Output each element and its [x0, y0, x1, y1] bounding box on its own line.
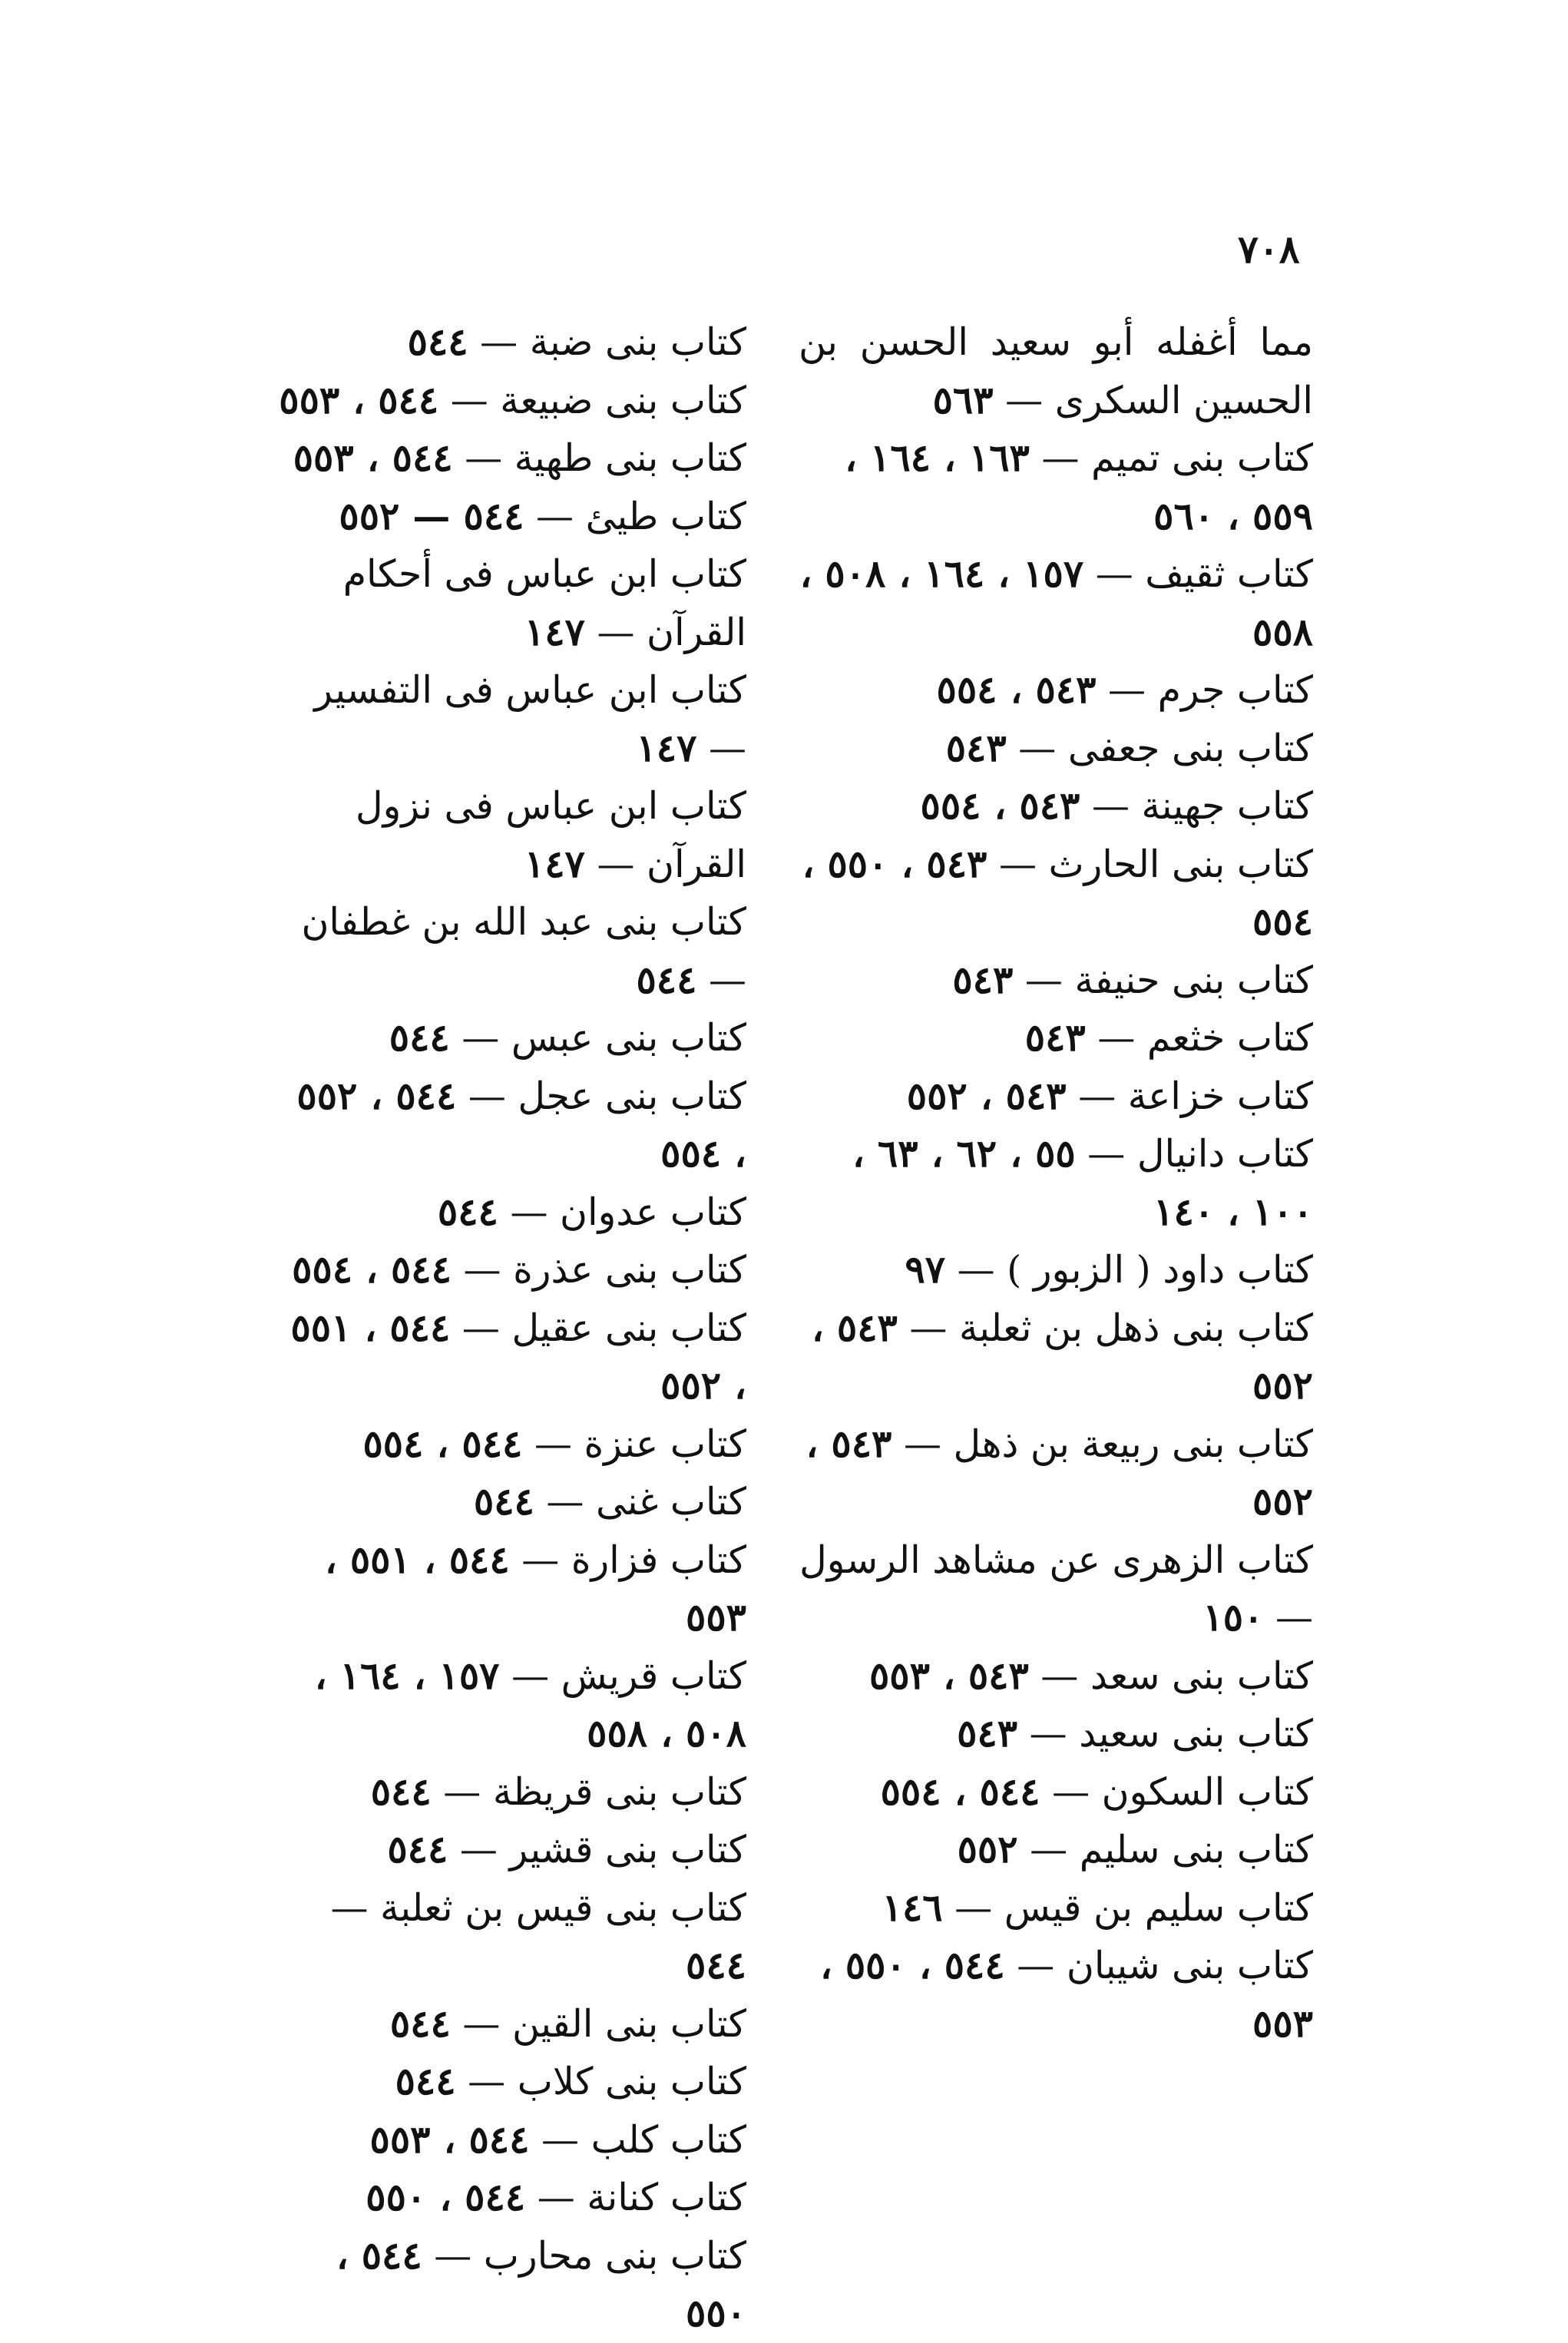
entry-title: كتاب بنى ضبيعة — — [450, 378, 746, 422]
index-entry — [799, 951, 1313, 1010]
entry-title: كتاب بنى تميم — — [1041, 436, 1313, 480]
index-entry — [799, 661, 1313, 720]
page-refs: ٥٤٣ — [957, 1711, 1018, 1756]
index-entry — [276, 1183, 746, 1242]
entry-title: كتاب ثقيف — — [1095, 552, 1313, 596]
index-entry — [276, 2169, 746, 2227]
entry-title: كتاب الزهرى عن مشاهد الرسول — — [799, 1537, 1313, 1640]
index-entry — [276, 1879, 746, 1995]
index-column-left — [276, 313, 746, 2343]
index-entry — [276, 1067, 746, 1183]
page-refs: ٥٤٤ — [407, 319, 468, 364]
index-entry — [276, 1647, 746, 1763]
entry-title: كتاب جهينة — — [1091, 784, 1313, 828]
page-refs: ٥٤٤ ، ٥٥١ ، ٥٥٣ — [324, 1537, 746, 1640]
index-entry — [276, 545, 746, 661]
page-refs: ٥٤٤ — ٥٥٢ — [339, 493, 524, 538]
index-entry — [799, 836, 1313, 951]
index-entry — [276, 1299, 746, 1415]
index-entry — [276, 429, 746, 488]
index-entry — [799, 1009, 1313, 1067]
index-entry — [276, 1415, 746, 1474]
page-refs: ٥٤٤ ، ٥٥٠ — [366, 2175, 526, 2219]
entry-title: كتاب كنانة — — [537, 2176, 746, 2219]
page-refs: ٥٤٤ ، ٥٥٢ ، ٥٥٤ — [296, 1073, 746, 1176]
index-entry — [276, 1473, 746, 1531]
entry-title: كتاب بنى كلاب — — [468, 2060, 746, 2103]
index-entry — [276, 2227, 746, 2343]
index-entry — [276, 1763, 746, 1822]
entry-title: كتاب بنى ذهل بن ثعلبة — — [909, 1306, 1313, 1350]
page-refs: ٥٤٤ ، ٥٥٣ — [293, 435, 453, 480]
index-entry — [276, 372, 746, 430]
page-refs: ٥٤٤ — [473, 1479, 534, 1524]
page-refs: ٥٤٤ — [395, 2059, 456, 2103]
index-entry — [276, 488, 746, 546]
page-refs: ٥٤٣ ، ٥٥٠ ، ٥٥٤ — [802, 841, 1313, 944]
page-refs: ٥٤٣ ، ٥٥٢ — [906, 1073, 1067, 1118]
index-entry — [276, 1531, 746, 1647]
index-entry — [799, 1531, 1313, 1647]
page-refs: ٥٤٣ ، ٥٥٤ — [936, 667, 1097, 712]
entry-title: كتاب عدوان — — [510, 1190, 746, 1234]
entry-title: كتاب بنى عبد الله بن غطفان — — [301, 900, 746, 1002]
index-entry — [276, 661, 746, 777]
page-refs: ٥٤٣ — [945, 725, 1007, 770]
page-refs: ٥٤٣ — [1024, 1015, 1086, 1060]
page-refs: ٥٥ ، ٦٢ ، ٦٣ ، ١٠٠ ، ١٤٠ — [852, 1131, 1313, 1234]
page-refs: ٥٤٤ ، ٥٥٣ — [369, 2116, 530, 2162]
index-entry — [276, 1821, 746, 1879]
page-refs: ٥٤٣ ، ٥٥٢ — [812, 1305, 1313, 1408]
entry-title: كتاب ابن عباس فى التفسير — — [314, 668, 746, 770]
page-refs: ٩٧ — [905, 1247, 946, 1292]
entry-title: كتاب بنى عقيل — — [461, 1306, 746, 1350]
page-refs: ٥٤٣ — [952, 957, 1014, 1002]
entry-title: كتاب بنى القين — — [462, 2001, 746, 2046]
page-refs: ٥٤٤ ، ٥٥٤ — [880, 1769, 1040, 1814]
page-number: ٧٠٨ — [1238, 227, 1300, 272]
page-refs: ٥٤٤ ، ٥٥٣ — [279, 377, 439, 422]
index-entry — [276, 313, 746, 372]
entry-title: كتاب خثعم — — [1097, 1016, 1313, 1060]
page-refs: ٥٤٤ ، ٥٥١ ، ٥٥٢ — [290, 1305, 746, 1408]
entry-title: كتاب بنى ربيعة بن ذهل — — [903, 1421, 1313, 1466]
index-entry — [799, 1647, 1313, 1706]
index-entry — [799, 429, 1313, 545]
index-entry — [276, 2053, 746, 2111]
index-entry — [799, 1241, 1313, 1299]
index-entry — [799, 1937, 1313, 2053]
entry-title: كتاب ابن عباس فى أحكام القرآن — — [342, 552, 746, 654]
index-entry — [799, 1299, 1313, 1415]
page-refs: ١٥٧ ، ١٦٤ ، ٥٠٨ ، ٥٥٨ — [799, 551, 1313, 654]
page-refs: ١٤٧ — [524, 841, 585, 886]
entry-title: كتاب طيئ — — [536, 494, 746, 538]
page-refs: ٥٤٤ ، ٥٥٠ — [336, 2232, 746, 2335]
entry-title: كتاب غنى — — [546, 1480, 746, 1524]
page-refs: ٥٤٤ ، ٥٥٠ ، ٥٥٣ — [819, 1943, 1313, 2046]
entry-title: كتاب عنزة — — [534, 1421, 746, 1466]
entry-title: كتاب جرم — — [1108, 668, 1313, 712]
page-refs: ٥٤٤ ، ٥٥٤ — [292, 1247, 452, 1292]
page-refs: ١٤٦ — [882, 1885, 943, 1930]
entry-title: كتاب بنى عذرة — — [463, 1248, 746, 1292]
page-refs: ٥٤٤ — [387, 1827, 448, 1871]
page-refs: ٥٤٣ ، ٥٥٢ — [806, 1421, 1313, 1524]
index-entry — [276, 893, 746, 1009]
entry-title: كتاب كلب — — [541, 2117, 746, 2162]
entry-title: كتاب بنى قشير — — [459, 1828, 746, 1871]
index-entry — [799, 777, 1313, 836]
index-entry — [276, 2111, 746, 2169]
page-refs: ١٤٧ — [524, 609, 585, 654]
entry-title: كتاب دانيال — — [1087, 1132, 1313, 1176]
entry-title: كتاب بنى سعد — — [1040, 1653, 1313, 1698]
entry-title: كتاب بنى عبس — — [461, 1016, 746, 1060]
entry-title: كتاب بنى الحارث — — [998, 842, 1313, 886]
entry-title: كتاب بنى محارب — — [434, 2233, 746, 2278]
page-refs: ٥٤٤ — [437, 1189, 498, 1234]
entry-title: كتاب بنى قريظة — — [443, 1769, 746, 1814]
page-refs: ٥٤٣ ، ٥٥٣ — [868, 1653, 1029, 1698]
entry-title: كتاب بنى حنيفة — — [1024, 958, 1313, 1002]
page-refs: ١٥٠ — [1202, 1595, 1264, 1640]
page-refs: ٥٤٤ ، ٥٥٤ — [362, 1421, 523, 1466]
entry-title: كتاب ابن عباس فى نزول القرآن — — [356, 784, 746, 886]
index-entry — [799, 1067, 1313, 1126]
page-refs: ٥٤٤ — [686, 1943, 746, 1987]
index-entry — [799, 1821, 1313, 1879]
index-entry — [799, 545, 1313, 661]
entry-title: كتاب فزارة — — [521, 1537, 746, 1582]
index-entry — [799, 1125, 1313, 1241]
index-entry — [276, 1009, 746, 1067]
entry-title: كتاب السكون — — [1052, 1769, 1313, 1814]
page-refs: ١٥٧ ، ١٦٤ ، ٥٠٨ ، ٥٥٨ — [314, 1653, 746, 1756]
entry-title: كتاب بنى عجل — — [468, 1074, 746, 1118]
entry-title: مما أغفله أبو سعيد الحسن بن الحسين السكرى — — [799, 320, 1313, 422]
page-refs: ٥٤٣ ، ٥٥٤ — [920, 783, 1080, 828]
entry-title: كتاب بنى طهية — — [465, 436, 746, 480]
entry-title: كتاب بنى سليم — — [1030, 1828, 1313, 1871]
entry-title: كتاب بنى شيبان — — [1017, 1944, 1313, 1987]
page-refs: ٥٤٤ — [370, 1769, 432, 1814]
entry-title: كتاب سليم بن قيس — — [954, 1885, 1313, 1930]
entry-title: كتاب قريش — — [511, 1653, 746, 1698]
page-refs: ٥٥٢ — [957, 1827, 1018, 1871]
entry-title: كتاب بنى سعيد — — [1029, 1712, 1313, 1756]
index-entry — [799, 1879, 1313, 1938]
index-column-right — [799, 313, 1313, 2053]
index-entry — [276, 777, 746, 893]
index-entry — [276, 1995, 746, 2053]
page-refs: ١٤٧ — [636, 725, 697, 770]
page-refs: ٥٤٤ — [389, 1015, 450, 1060]
page-refs: ٥٦٣ — [932, 377, 994, 422]
entry-title: كتاب بنى قيس بن ثعلبة — — [330, 1885, 746, 1930]
index-entry — [799, 1415, 1313, 1531]
page-refs: ٥٤٤ — [389, 2000, 451, 2046]
page-refs: ١٦٣ ، ١٦٤ ، ٥٥٩ ، ٥٦٠ — [845, 435, 1313, 538]
index-entry — [799, 313, 1313, 429]
index-entry — [799, 1763, 1313, 1822]
entry-title: كتاب بنى ضبة — — [480, 320, 746, 364]
index-entry — [799, 1705, 1313, 1763]
entry-title: كتاب بنى جعفى — — [1018, 726, 1313, 770]
index-entry — [276, 1241, 746, 1299]
page-refs: ٥٤٤ — [636, 957, 697, 1002]
entry-title: كتاب خزاعة — — [1078, 1074, 1313, 1118]
entry-title: كتاب داود ( الزبور ) — — [957, 1248, 1313, 1292]
index-entry — [799, 720, 1313, 778]
